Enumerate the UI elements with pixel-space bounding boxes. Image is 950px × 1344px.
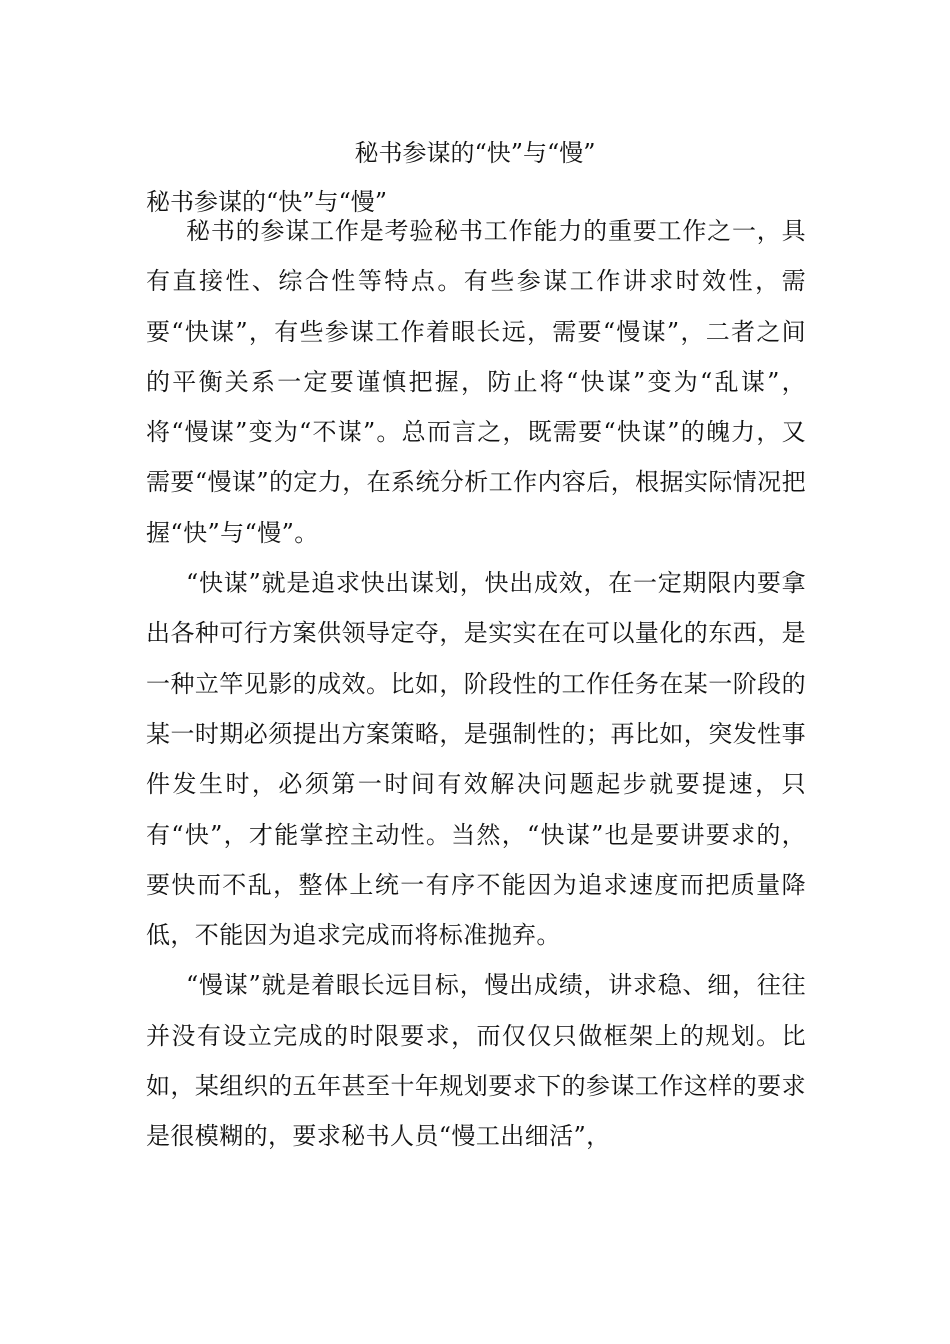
paragraph-1: 秘书的参谋工作是考验秘书工作能力的重要工作之一，具有直接性、综合性等特点。有些参谋工作讲求时效性，需要“快谋”，有些参谋工作着眼长远，需要“慢谋”，二者之间的平衡关系一定要谨慎把握，防止将“快谋”变为“乱谋”，将“慢谋”变为“不谋”。总而言之，既需要“快谋”的魄力，又需要“慢谋”的定力，在系统分析工作内容后，根据实际情况把握“快”与“慢”。 — [146, 217, 806, 547]
paragraph-2: “快谋”就是追求快出谋划，快出成效，在一定期限内要拿出各种可行方案供领导定夺，是实实在在可以量化的东西，是一种立竿见影的成效。比如，阶段性的工作任务在某一阶段的某一时期必须提出方案策略，是强制性的；再比如，突发性事件发生时，必须第一时间有效解决问题起步就要提速，只有“快”，才能掌控主动性。当然，“快谋”也是要讲要求的，要快而不乱，整体上统一有序不能因为追求速度而把质量降低，不能因为追求完成而将标准抛弃。 — [146, 569, 806, 950]
document-subtitle: 秘书参谋的“快”与“慢” — [146, 188, 388, 216]
document-title: 秘书参谋的“快”与“慢” — [354, 139, 596, 167]
paragraph-3: “慢谋”就是着眼长远目标，慢出成绩，讲求稳、细，往往并没有设立完成的时限要求，而仅仅只做框架上的规划。比如，某组织的五年甚至十年规划要求下的参谋工作这样的要求是很模糊的，要求秘书人员“慢工出细活”， — [146, 971, 806, 1151]
document-body — [146, 206, 806, 1162]
